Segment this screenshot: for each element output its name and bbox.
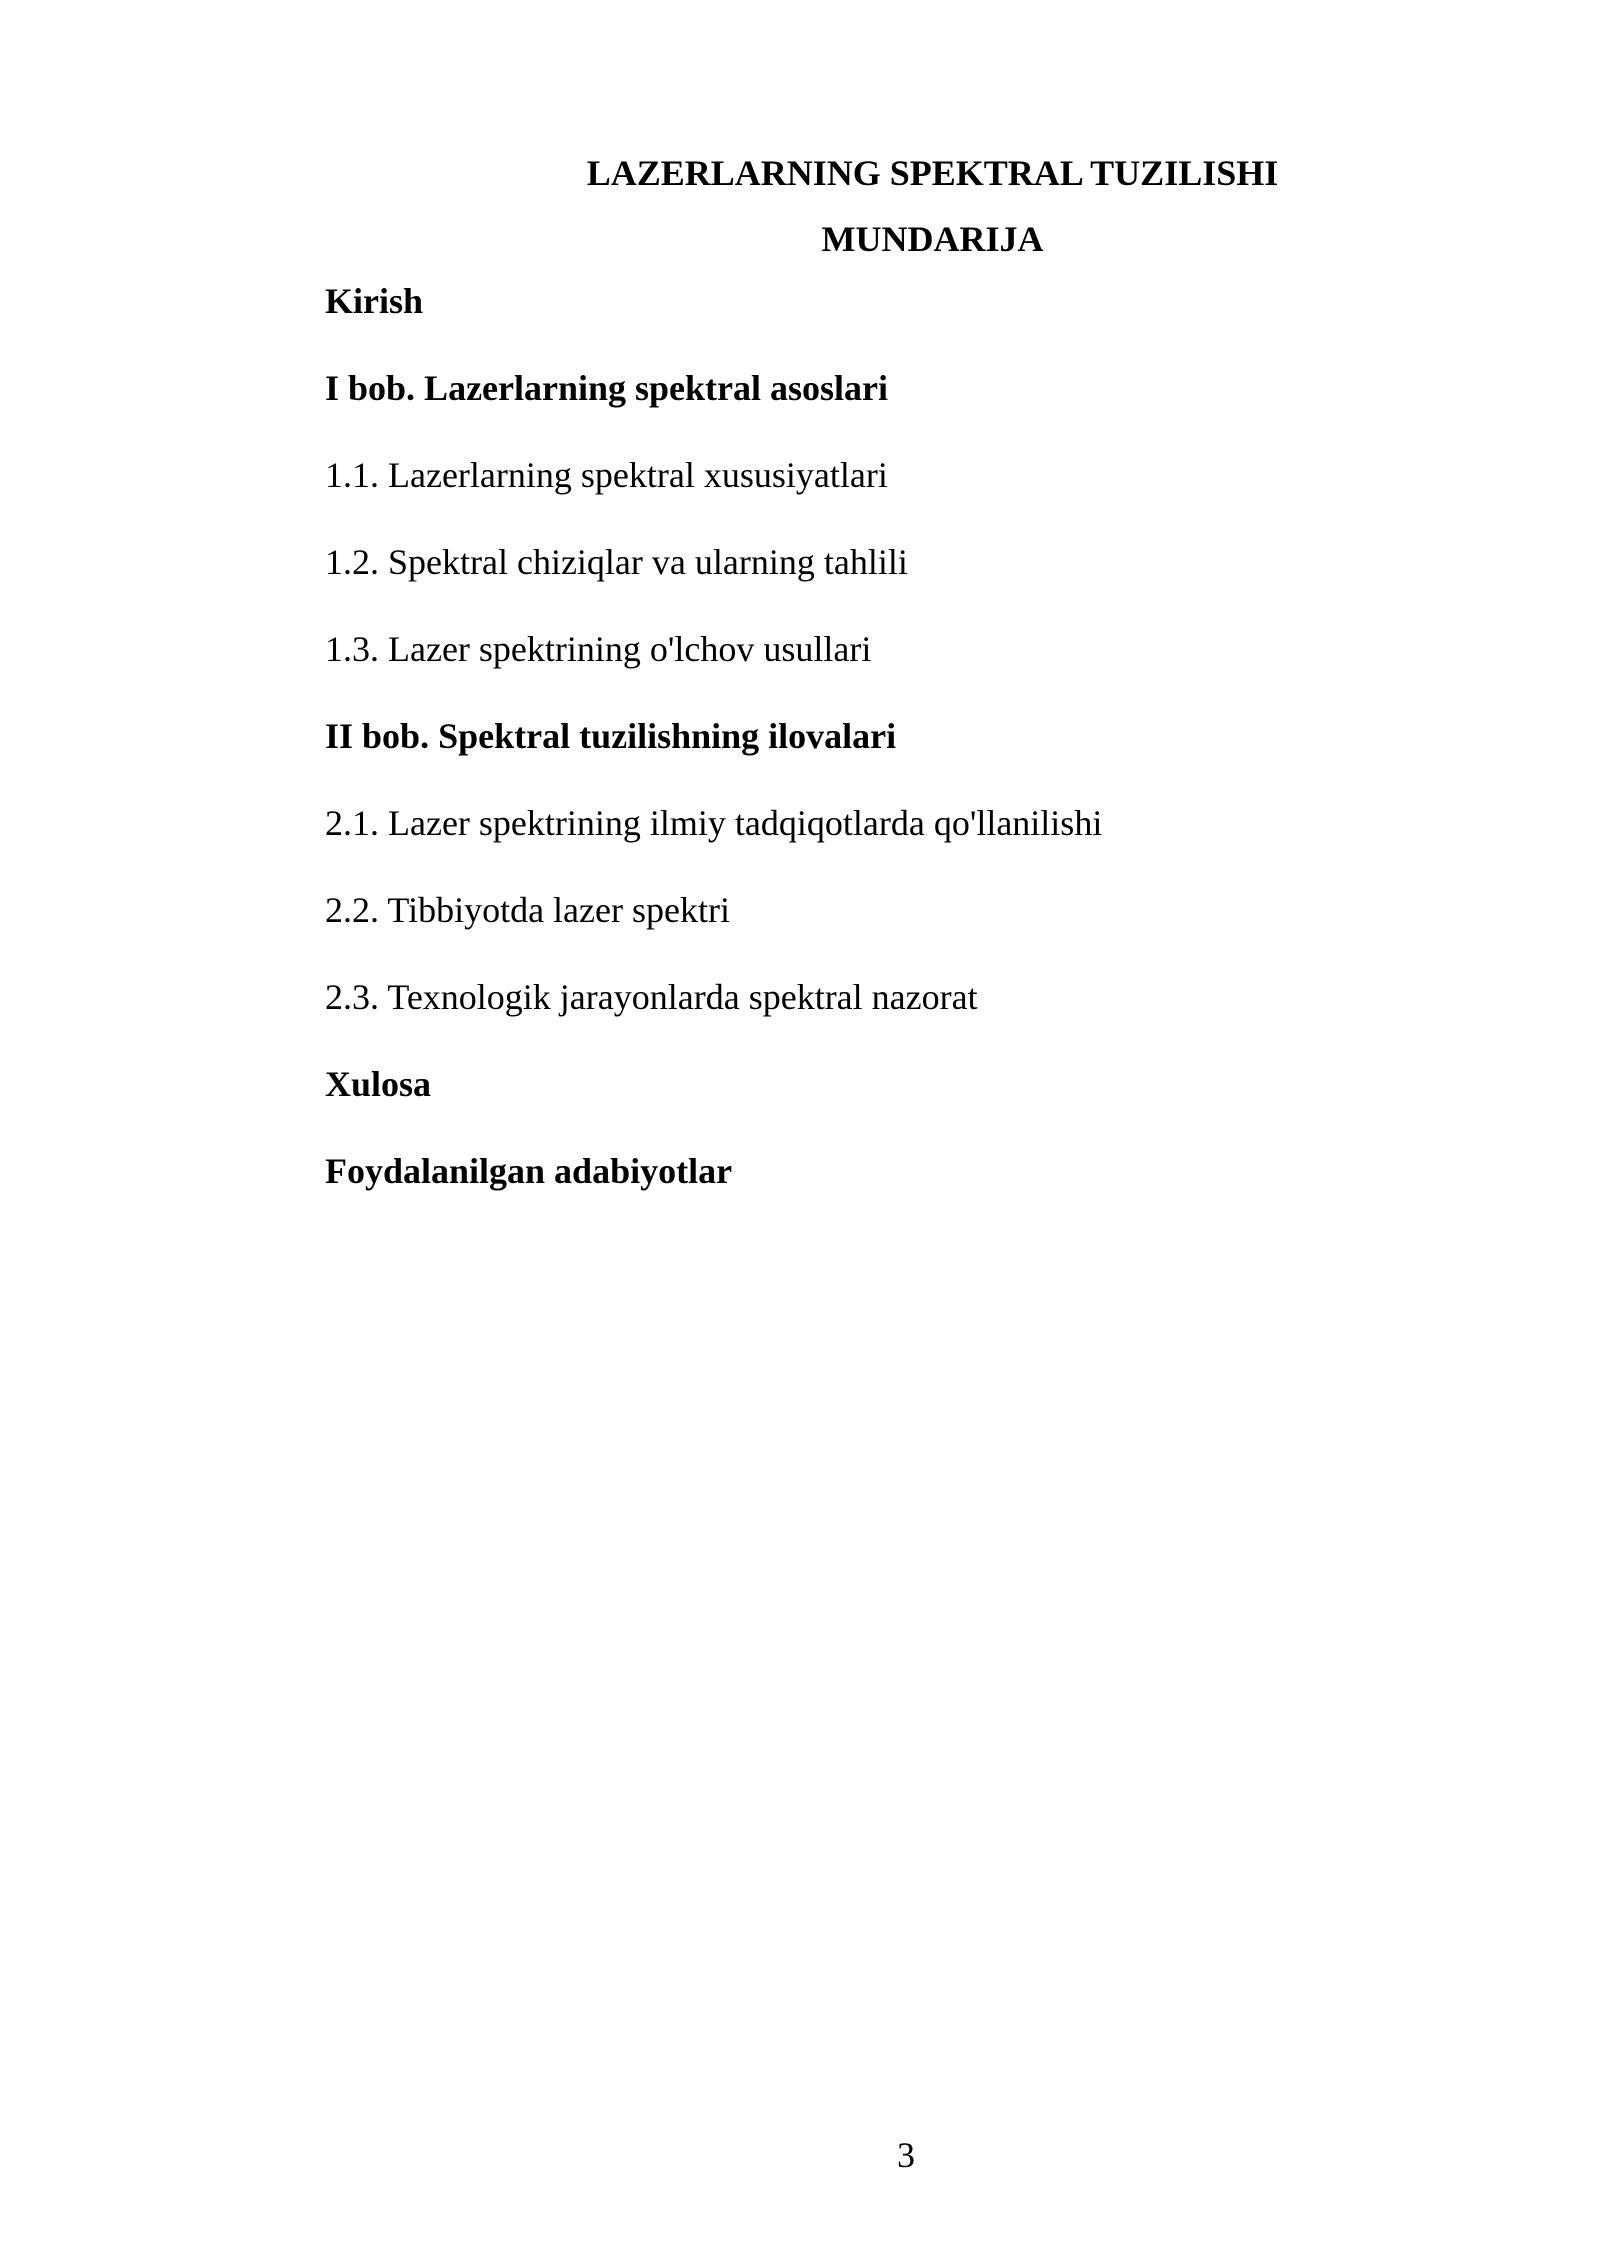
document-title: LAZERLARNING SPEKTRAL TUZILISHI xyxy=(586,153,1279,193)
toc-item-2-3: 2.3. Texnologik jarayonlarda spektral nazorat xyxy=(325,977,978,1017)
toc-heading: MUNDARIJA xyxy=(821,219,1044,259)
toc-item-kirish: Kirish xyxy=(325,281,424,321)
toc-item-xulosa: Xulosa xyxy=(325,1064,432,1104)
toc-item-2-2: 2.2. Tibbiyotda lazer spektri xyxy=(325,890,730,930)
page-number: 3 xyxy=(897,2135,915,2175)
toc-item-chapter-1: I bob. Lazerlarning spektral asoslari xyxy=(325,368,889,408)
toc-item-1-2: 1.2. Spektral chiziqlar va ularning tahlili xyxy=(325,542,908,582)
toc-item-1-3: 1.3. Lazer spektrining o'lchov usullari xyxy=(325,629,872,669)
toc-item-2-1: 2.1. Lazer spektrining ilmiy tadqiqotlarda qo'llanilishi xyxy=(325,803,1103,843)
toc-item-1-1: 1.1. Lazerlarning spektral xususiyatlari xyxy=(325,455,888,495)
table-of-contents xyxy=(325,280,1102,1237)
toc-item-chapter-2: II bob. Spektral tuzilishning ilovalari xyxy=(325,716,897,756)
toc-item-references: Foydalanilgan adabiyotlar xyxy=(325,1151,733,1191)
